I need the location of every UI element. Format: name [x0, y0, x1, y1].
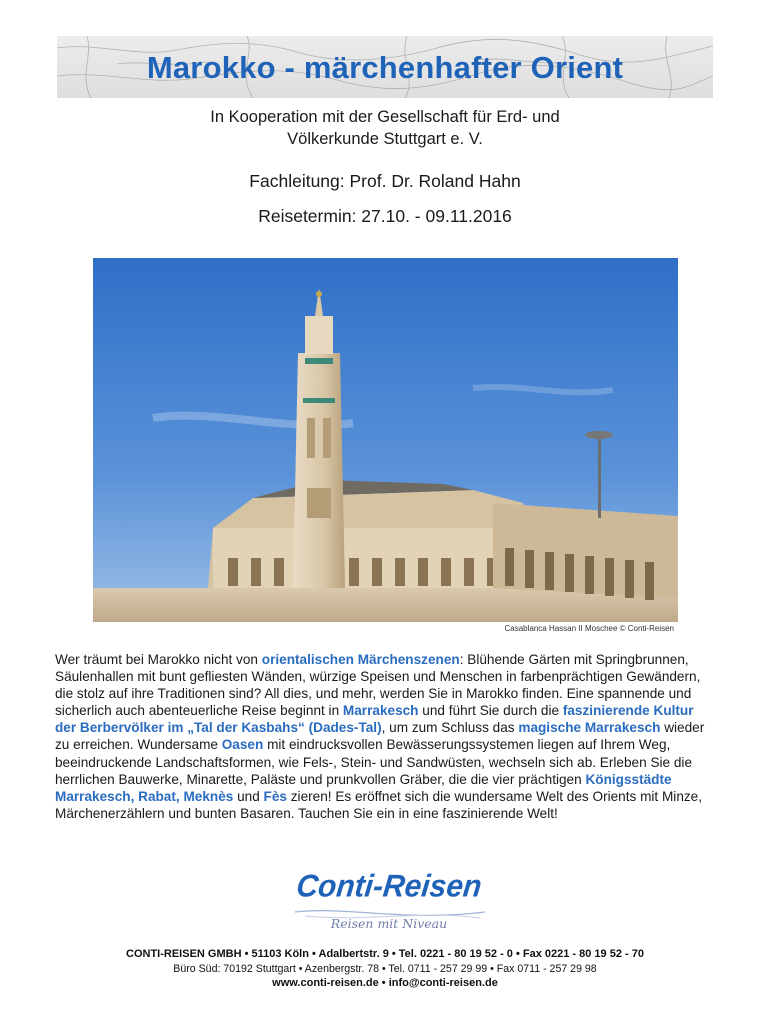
- mosque-photo: [93, 258, 678, 622]
- highlight-text: orientalischen Märchenszenen: [261, 652, 460, 667]
- logo-name: Conti-Reisen: [294, 869, 484, 904]
- cooperation-line-1: In Kooperation mit der Gesellschaft für Erd- und: [210, 108, 560, 126]
- body-text-segment: und: [233, 788, 264, 804]
- title-banner: [57, 36, 713, 98]
- body-text-segment: mit eindrucksvollen Bewässerungssystemen liegen auf Ihrem Weg, beeindruckende Landschaftsformen, wie Fels-, Stein- und Sandwüsten, wechseln sich ab. Erleben Sie die herrlichen Bauwerke, Minarette, Paläste und prunkvollen Gräber, die die vier prächtigen: [55, 737, 693, 787]
- body-text-segment: wieder zu erreichen. Wundersame: [55, 720, 705, 753]
- travel-dates: Reisetermin: 27.10. - 09.11.2016: [258, 206, 512, 226]
- highlight-text: magische Marrakesch: [518, 720, 661, 736]
- lead-text: Fachleitung: Prof. Dr. Roland Hahn: [249, 171, 521, 191]
- footer-company-line: CONTI-REISEN GMBH • 51103 Köln • Adalbertstr. 9 • Tel. 0221 - 80 19 52 - 0 • Fax 0221 - 80 19 52 - 70: [126, 948, 644, 960]
- cooperation-text: [0, 106, 770, 150]
- highlight-text: Fès: [263, 788, 287, 804]
- body-text-segment: Wer träumt bei Marokko nicht von: [55, 652, 262, 667]
- body-text-segment: und führt Sie durch die: [418, 703, 563, 719]
- highlight-text: Königsstädte Marrakesch, Rabat, Meknès: [55, 771, 672, 804]
- body-text-segment: , um zum Schluss das: [381, 720, 519, 736]
- highlight-text: Oasen: [221, 737, 264, 753]
- highlight-text: Marrakesch: [342, 703, 419, 719]
- description-paragraph: [55, 651, 715, 822]
- logo-slogan: Reisen mit Niveau: [330, 916, 448, 931]
- footer-web-line[interactable]: www.conti-reisen.de • info@conti-reisen.de: [272, 977, 498, 989]
- body-text-segment: : Blühende Gärten mit Springbrunnen, Säulenhallen mit bunt gefliesten Wänden, würzige Speisen und Menschen in farbenprächtigen Gewändern, die stolz auf ihre Traditionen sind? All dies, und mehr, werden Sie in Marokko finden. Eine spannende und sicherlich auch abenteuerliche Reise beginnt in: [55, 652, 701, 719]
- footer-branch-line: Büro Süd: 70192 Stuttgart • Azenbergstr. 78 • Tel. 0711 - 257 29 99 • Fax 0711 - 257 29 98: [173, 963, 597, 975]
- page-title: Marokko - märchenhafter Orient: [146, 50, 624, 85]
- cooperation-line-2: Völkerkunde Stuttgart e. V.: [287, 130, 483, 148]
- photo-caption: Casablanca Hassan II Moschee © Conti-Reisen: [504, 624, 674, 633]
- conti-reisen-logo: [285, 862, 493, 942]
- body-text-segment: zieren! Es eröffnet sich die wundersame Welt des Orients mit Minze, Märchenerzählern und bunten Basaren. Tauchen Sie ein in eine faszinierende Welt!: [55, 788, 703, 821]
- highlight-text: faszinierende Kultur der Berbervölker im „Tal der Kasbahs“ (Dades-Tal): [55, 703, 694, 736]
